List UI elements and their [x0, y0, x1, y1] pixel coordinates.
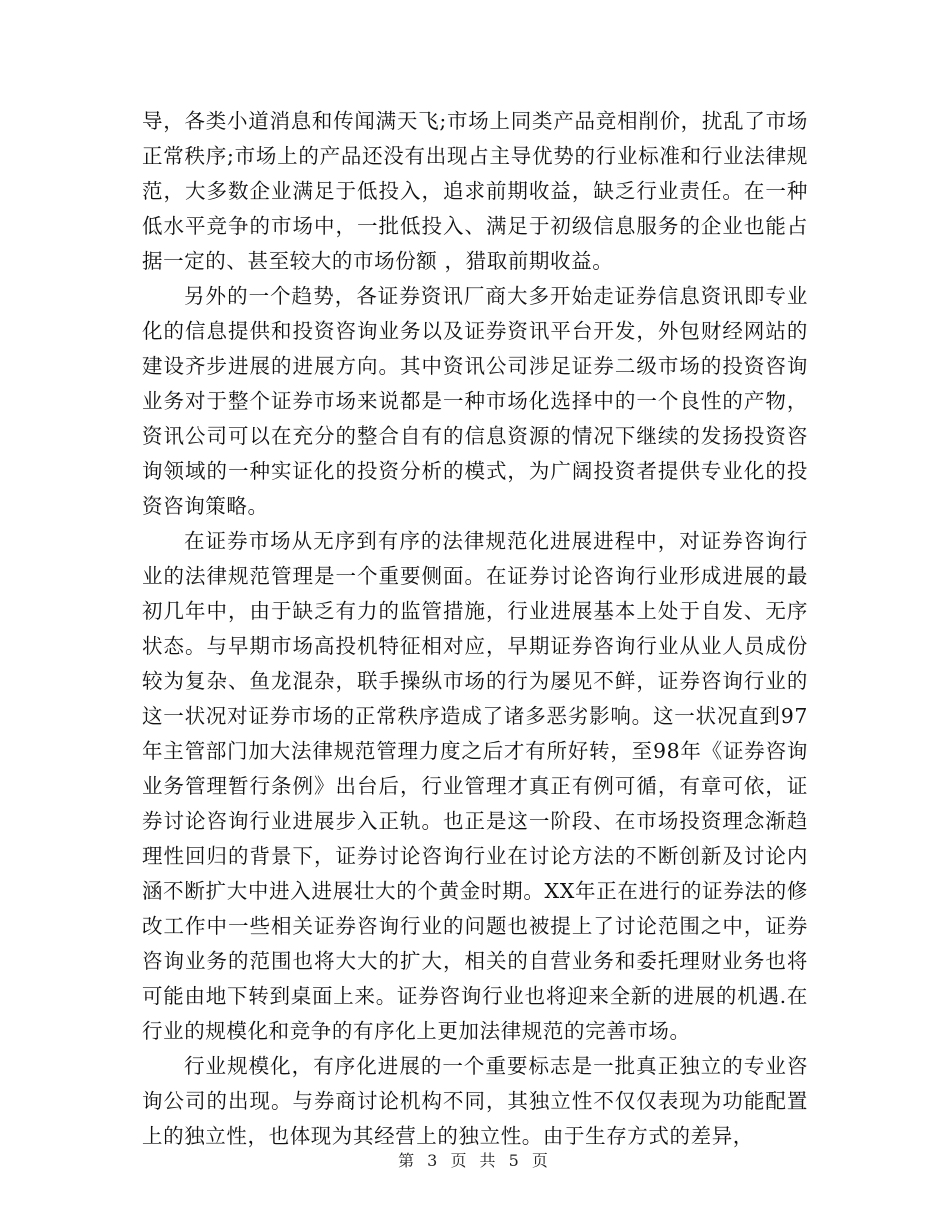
paragraph-4: 行业规模化，有序化进展的一个重要标志是一批真正独立的专业咨询公司的出现。与券商讨论机构不同，其独立性不仅仅表现为功能配置上的独立性，也体现为其经营上的独立性。由于生存方式的差异， — [142, 1054, 808, 1148]
paragraph-2: 另外的一个趋势，各证券资讯厂商大多开始走证券信息资讯即专业化的信息提供和投资咨询业务以及证券资讯平台开发，外包财经网站的建设齐步进展的进展方向。其中资讯公司涉足证券二级市场的投资咨询业务对于整个证券市场来说都是一种市场化选择中的一个良性的产物，资讯公司可以在充分的整合自有的信息资源的情况下继续的发扬投资咨询领域的一种实证化的投资分析的模式，为广阔投资者提供专业化的投资咨询策略。 — [142, 284, 808, 518]
page-number-footer: 第 3 页 共 5 页 — [398, 1151, 552, 1170]
paragraph-3: 在证券市场从无序到有序的法律规范化进展进程中，对证券咨询行业的法律规范管理是一个重要侧面。在证券讨论咨询行业形成进展的最初几年中，由于缺乏有力的监管措施，行业进展基本上处于自发、无序状态。与早期市场高投机特征相对应，早期证券咨询行业从业人员成份较为复杂、鱼龙混杂，联手操纵市场的行为屡见不鲜，证券咨询行业的这一状况对证券市场的正常秩序造成了诸多恶劣影响。这一状况直到97年主管部门加大法律规范管理力度之后才有所好转，至98年《证券咨询业务管理暂行条例》出台后，行业管理才真正有例可循，有章可依，证券讨论咨询行业进展步入正轨。也正是这一阶段、在市场投资理念渐趋理性回归的背景下，证券讨论咨询行业在讨论方法的不断创新及讨论内涵不断扩大中进入进展壮大的个黄金时期。XX年正在进行的证券法的修改工作中一些相关证券咨询行业的问题也被提上了讨论范围之中，证券咨询业务的范围也将大大的扩大，相关的自营业务和委托理财业务也将可能由地下转到桌面上来。证券咨询行业也将迎来全新的进展的机遇.在行业的规模化和竞争的有序化上更加法律规范的完善市场。 — [142, 529, 808, 1043]
paragraph-1: 导，各类小道消息和传闻满天飞;市场上同类产品竞相削价，扰乱了市场正常秩序;市场上的产品还没有出现占主导优势的行业标准和行业法律规范，大多数企业满足于低投入，追求前期收益，缺乏行业责任。在一种低水平竞争的市场中，一批低投入、满足于初级信息服务的企业也能占据一定的、甚至较大的市场份额 ，猎取前期收益。 — [142, 109, 808, 273]
document-body — [142, 104, 808, 1154]
